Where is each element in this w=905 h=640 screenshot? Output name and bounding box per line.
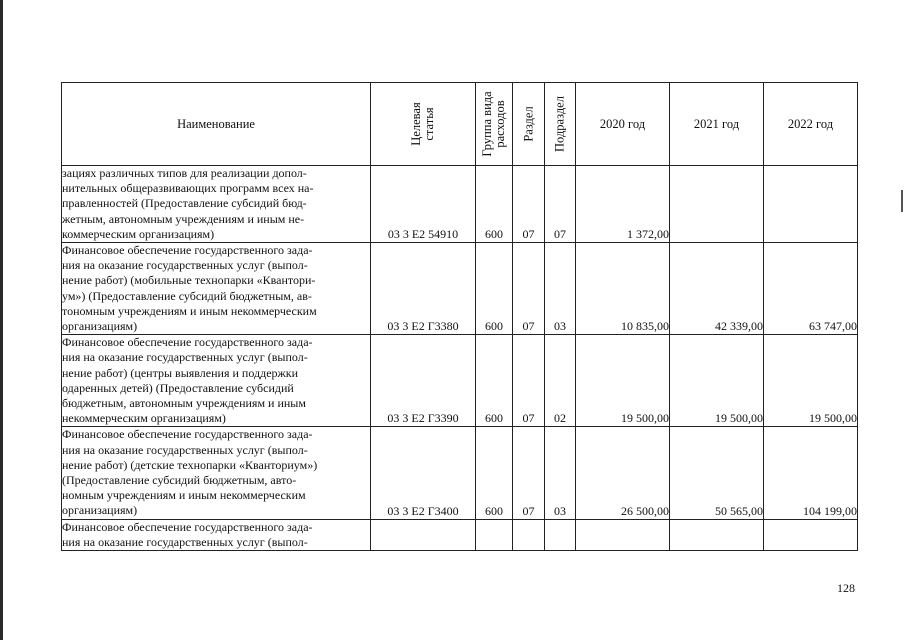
header-2021-text: 2021 год: [693, 116, 740, 131]
scan-edge: [0, 0, 3, 640]
row-group: 600: [476, 427, 513, 519]
row-name-line: ния на оказание государственных услуг (выпол-: [62, 442, 308, 457]
row-section: [513, 519, 545, 550]
header-group-line: Группа вида: [480, 91, 494, 157]
row-target: 03 3 Е2 54910: [371, 166, 476, 243]
row-2022: [764, 519, 858, 550]
header-target-line: статья: [422, 107, 436, 141]
row-name-line: ния на оказание государственных услуг (выпол-: [62, 258, 308, 273]
header-2021: [670, 83, 764, 166]
header-name-text: Наименование: [177, 116, 255, 131]
table-row-continued: [62, 519, 858, 550]
row-2022: 19 500,00: [764, 335, 858, 427]
header-2022-text: 2022 год: [787, 116, 834, 131]
row-2020: 1 372,00: [576, 166, 670, 243]
page-number: 128: [837, 581, 855, 595]
row-target: 03 3 Е2 Г3400: [371, 427, 476, 519]
header-section: [513, 83, 545, 166]
row-2021: 50 565,00: [670, 427, 764, 519]
row-subsection: [545, 519, 576, 550]
row-name-line: правленностей (Предоставление субсидий бюд-: [62, 196, 307, 211]
row-name: [62, 166, 371, 243]
header-2020: [576, 83, 670, 166]
row-name-line: ния на оказание государственных услуг (выпол-: [62, 350, 308, 365]
header-subsection: [545, 83, 576, 166]
row-name: [62, 427, 371, 519]
header-group-line: расходов: [493, 100, 507, 148]
row-name-line: нение работ) (мобильные технопарки «Квантори-: [62, 273, 316, 288]
row-2021: 19 500,00: [670, 335, 764, 427]
table-row: [62, 427, 858, 519]
row-target: 03 3 Е2 Г3390: [371, 335, 476, 427]
header-target: [371, 83, 476, 166]
row-2022: 104 199,00: [764, 427, 858, 519]
row-section: 07: [513, 243, 545, 335]
row-name-line: организациям): [62, 503, 138, 518]
budget-table: [61, 82, 858, 551]
row-name-line: нение работ) (центры выявления и поддержки: [62, 365, 299, 380]
row-name-line: организациям): [62, 319, 138, 334]
table-header-row: [62, 83, 858, 166]
header-2020-text: 2020 год: [599, 116, 646, 131]
row-name-line: номным учреждениям и иным некоммерческим: [62, 488, 306, 503]
row-2022: [764, 166, 858, 243]
row-name-line: бюджетным, автономным учреждениям и иным: [62, 396, 306, 411]
row-group: 600: [476, 335, 513, 427]
header-target-text: [410, 102, 436, 145]
row-name: [62, 335, 371, 427]
row-subsection: 03: [545, 243, 576, 335]
row-2020: 19 500,00: [576, 335, 670, 427]
row-section: 07: [513, 166, 545, 243]
header-target-line: Целевая: [409, 102, 423, 146]
row-2021: [670, 166, 764, 243]
row-2021: 42 339,00: [670, 243, 764, 335]
row-target: 03 3 Е2 Г3380: [371, 243, 476, 335]
row-target: [371, 519, 476, 550]
row-2020: 26 500,00: [576, 427, 670, 519]
row-name-line: зациях различных типов для реализации допол-: [62, 166, 307, 180]
row-name: [62, 243, 371, 335]
row-section: 07: [513, 335, 545, 427]
row-2022: 63 747,00: [764, 243, 858, 335]
row-name-line: ния на оказание государственных услуг (выпол-: [62, 534, 308, 549]
row-name: [62, 519, 371, 550]
row-group: 600: [476, 166, 513, 243]
row-name-line: нительных общеразвивающих программ всех на-: [62, 181, 314, 196]
row-group: [476, 519, 513, 550]
row-section: 07: [513, 427, 545, 519]
row-name-line: нение работ) (детские технопарки «Кванториум»): [62, 457, 318, 472]
header-2022: [764, 83, 858, 166]
row-name-line: Финансовое обеспечение государственного зада-: [62, 335, 313, 350]
row-name-line: Финансовое обеспечение государственного зада-: [62, 243, 313, 258]
row-2020: [576, 519, 670, 550]
header-group-text: [481, 91, 507, 156]
row-2021: [670, 519, 764, 550]
row-2020: 10 835,00: [576, 243, 670, 335]
row-name-line: Финансовое обеспечение государственного зада-: [62, 519, 313, 534]
scan-mark: [901, 190, 903, 212]
table-row: [62, 335, 858, 427]
header-subsection-text: Подраздел: [552, 96, 567, 152]
row-name-line: тономным учреждениям и иным некоммерческим: [62, 303, 317, 318]
header-group: [476, 83, 513, 166]
row-group: 600: [476, 243, 513, 335]
row-subsection: 02: [545, 335, 576, 427]
row-name-line: (Предоставление субсидий бюджетным, авто-: [62, 473, 297, 488]
table-row: [62, 166, 858, 243]
row-subsection: 03: [545, 427, 576, 519]
row-name-line: некоммерческим организациям): [62, 411, 226, 426]
table-row: [62, 243, 858, 335]
row-name-line: ум») (Предоставление субсидий бюджетным, ав-: [62, 288, 312, 303]
row-name-line: жетным, автономным учреждениям и иным не-: [62, 211, 305, 226]
row-name-line: Финансовое обеспечение государственного зада-: [62, 427, 313, 442]
header-name: [62, 83, 371, 166]
row-subsection: 07: [545, 166, 576, 243]
row-name-line: одаренных детей) (Предоставление субсидий: [62, 380, 294, 395]
row-name-line: коммерческим организациям): [62, 226, 215, 241]
header-section-text: Раздел: [521, 106, 535, 142]
